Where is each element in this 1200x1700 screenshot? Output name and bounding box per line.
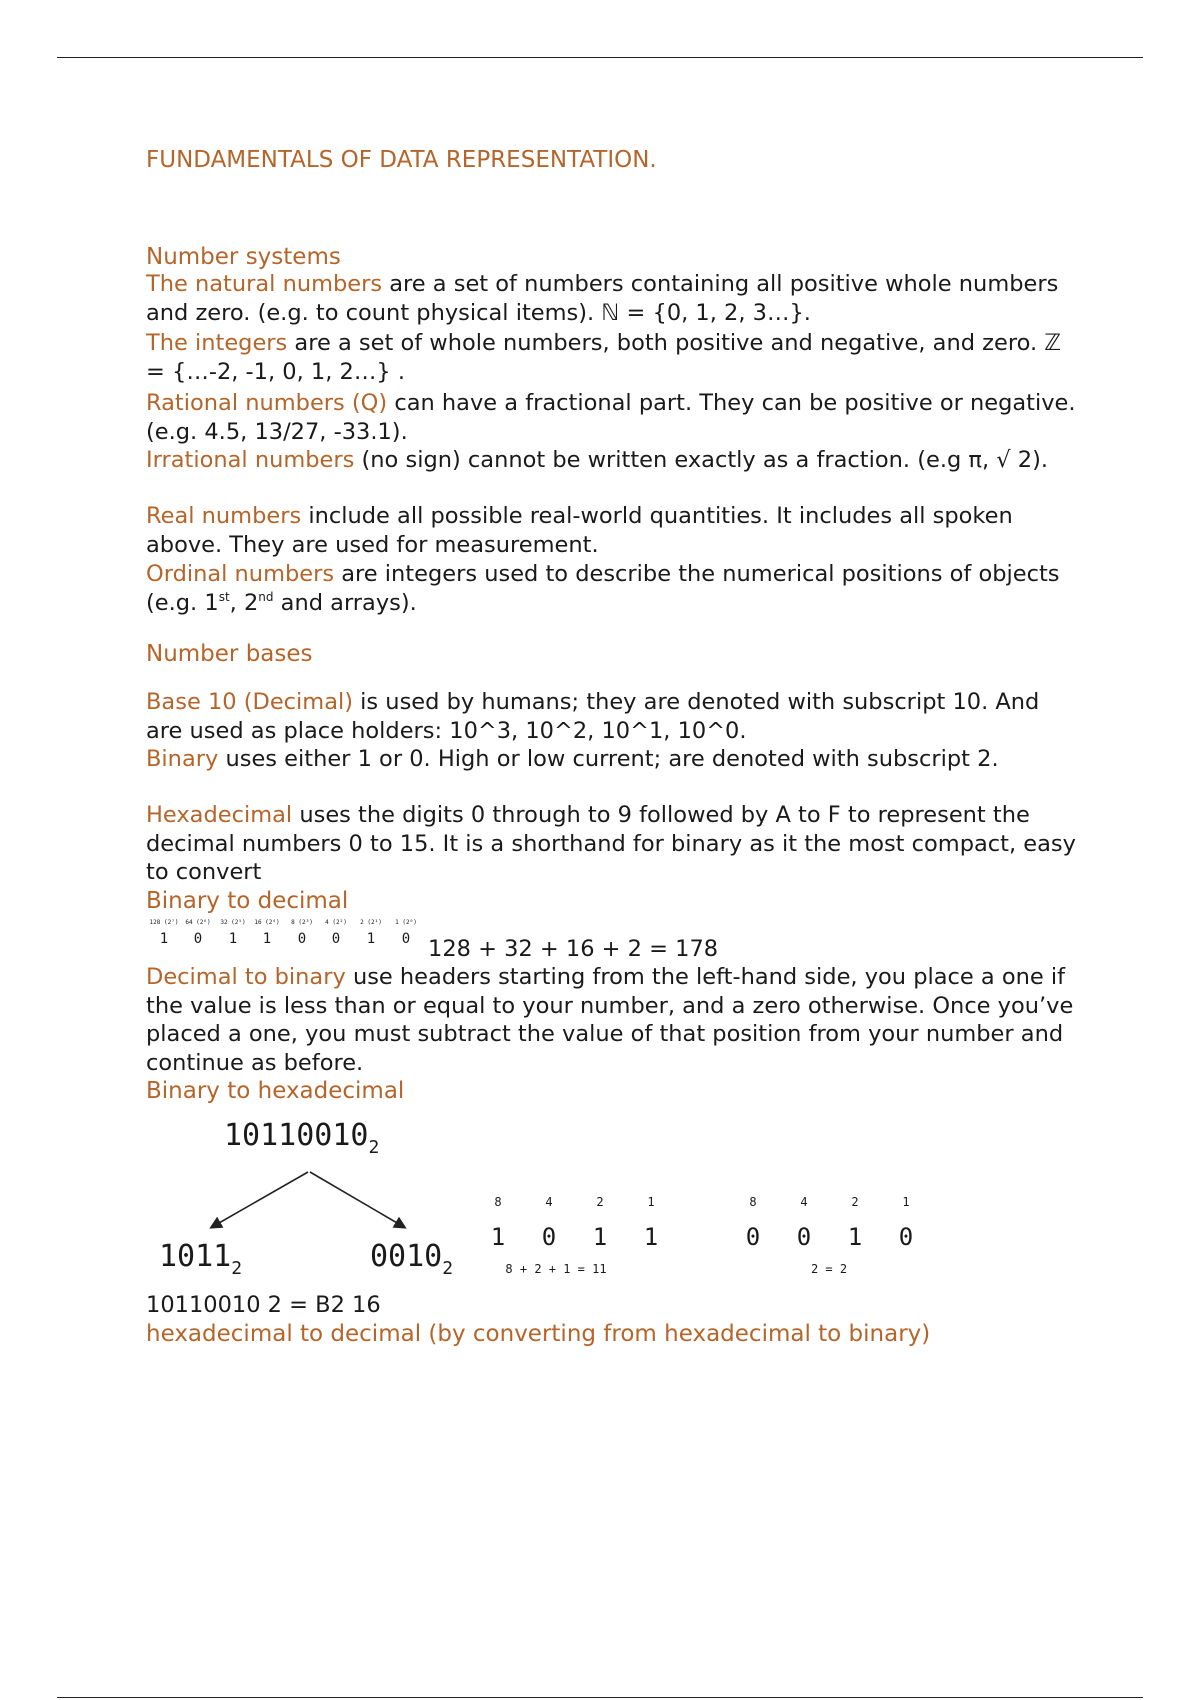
number-bases-heading: Number bases (146, 641, 313, 667)
binary-to-hex-heading: Binary to hexadecimal (146, 1078, 405, 1104)
binary-sum: 128 + 32 + 16 + 2 = 178 (428, 936, 719, 962)
decimal-text: is used by humans; they are denoted with subscript 10. And are used as place holders: 10^3, 10^2, 10^1, 10^0. (146, 689, 1040, 744)
place-label: 8 (2³) (291, 919, 313, 926)
rational-numbers-term: Rational numbers (Q) (146, 390, 388, 416)
nibble-2-bit: 0 (745, 1223, 761, 1251)
real-numbers-term: Real numbers (146, 503, 302, 529)
nibble-1-bit: 1 (643, 1223, 659, 1251)
decimal-paragraph (146, 688, 1076, 745)
place-label: 16 (2⁴) (254, 919, 280, 926)
bit-digit: 0 (297, 931, 307, 947)
irrational-numbers-term: Irrational numbers (146, 447, 355, 473)
hexadecimal-term: Hexadecimal (146, 802, 293, 828)
rational-numbers-text: can have a fractional part. They can be positive or negative. (e.g. 4.5, 13/27, -33.1). (146, 390, 1076, 445)
nibble-1-header: 8 (494, 1195, 502, 1209)
left-arrow (212, 1172, 308, 1227)
nibble-1-header: 2 (596, 1195, 604, 1209)
ordinal-sup-nd: nd (258, 589, 274, 604)
binary-bits (160, 931, 410, 947)
bit-digit: 1 (228, 931, 238, 947)
bit-digit: 0 (401, 931, 411, 947)
nibble-2-header: 1 (902, 1195, 910, 1209)
nibble-2-header: 4 (800, 1195, 808, 1209)
integers-term: The integers (146, 330, 288, 356)
binary-to-hex-result: 10110010 2 = B2 16 (146, 1292, 381, 1318)
ordinal-text-b: , 2 (229, 589, 259, 616)
real-numbers-text: include all possible real-world quantities. It includes all spoken above. They are used for measurement. (146, 503, 1013, 558)
nibble-2-header: 2 (851, 1195, 859, 1209)
rational-numbers-paragraph (146, 389, 1076, 446)
nibble-2-table (746, 1195, 913, 1276)
hex-to-decimal-heading: hexadecimal to decimal (by converting from hexadecimal to binary) (146, 1321, 931, 1347)
hexadecimal-paragraph (146, 801, 1076, 887)
real-numbers-paragraph (146, 502, 1076, 559)
place-label: 32 (2⁵) (220, 919, 246, 926)
top-rule (57, 57, 1143, 58)
place-label: 64 (2⁶) (185, 919, 211, 926)
integers-text: are a set of whole numbers, both positive and negative, and zero. ℤ = {…-2, -1, 0, 1, 2…} . (146, 330, 1062, 385)
decimal-to-binary-term: Decimal to binary (146, 964, 346, 990)
nibble-2-header: 8 (749, 1195, 757, 1209)
nibble-1-bit: 0 (541, 1223, 557, 1251)
irrational-numbers-paragraph (146, 446, 1076, 475)
ordinal-numbers-paragraph (146, 560, 1076, 617)
place-value-labels (150, 919, 417, 926)
decimal-term: Base 10 (Decimal) (146, 689, 354, 715)
left-nibble: $1011_2$ (159, 1239, 243, 1279)
nibble-1-table (491, 1195, 658, 1276)
ordinal-text-a: are integers used to describe the numerical positions of objects (e.g. 1 (146, 561, 1060, 616)
nibble-2-bit: 1 (847, 1223, 863, 1251)
right-arrow (310, 1172, 404, 1227)
document-title: FUNDAMENTALS OF DATA REPRESENTATION. (146, 147, 657, 173)
ordinal-sup-st: st (218, 589, 230, 604)
binary-text: uses either 1 or 0. High or low current; are denoted with subscript 2. (218, 746, 999, 772)
place-label: 2 (2¹) (360, 919, 382, 926)
bottom-rule (57, 1697, 1143, 1698)
place-label: 4 (2²) (325, 919, 347, 926)
ordinal-numbers-term: Ordinal numbers (146, 561, 335, 587)
natural-numbers-paragraph (146, 270, 1076, 327)
binary-to-hex-diagram (146, 1110, 946, 1290)
number-systems-heading: Number systems (146, 244, 341, 270)
nibble-1-sum: 8 + 2 + 1 = 11 (505, 1262, 607, 1276)
irrational-numbers-text: (no sign) cannot be written exactly as a fraction. (e.g π, √ 2). (354, 447, 1049, 473)
nibble-1-header: 4 (545, 1195, 553, 1209)
bit-digit: 0 (331, 931, 341, 947)
nibble-1-bit: 1 (592, 1223, 608, 1251)
hexadecimal-text: uses the digits 0 through to 9 followed by A to F to represent the decimal numbers 0 to 15. It is a shorthand for binary as it the most compact, easy to convert (146, 802, 1076, 885)
place-label: 128 (2⁷) (149, 919, 179, 926)
binary-to-decimal-heading: Binary to decimal (146, 888, 349, 914)
binary-paragraph (146, 745, 1076, 774)
nibble-2-bit: 0 (796, 1223, 812, 1251)
bit-digit: 0 (193, 931, 203, 947)
bit-digit: 1 (366, 931, 376, 947)
decimal-to-binary-text: use headers starting from the left-hand side, you place a one if the value is less than or equal to your number, and a zero otherwise. Once you’ve placed a one, you must subtract the value of that position from your number and continue as before. (146, 964, 1074, 1076)
nibble-1-header: 1 (647, 1195, 655, 1209)
root-binary-number: $10110010_2$ (224, 1118, 380, 1158)
bit-digit: 1 (159, 931, 169, 947)
bit-digit: 1 (262, 931, 272, 947)
integers-paragraph (146, 329, 1076, 386)
nibble-1-bit: 1 (490, 1223, 506, 1251)
binary-place-value-table (146, 915, 436, 961)
nibble-2-sum: 2 = 2 (810, 1262, 848, 1276)
place-label: 1 (2⁰) (395, 919, 417, 926)
natural-numbers-text: are a set of numbers containing all positive whole numbers and zero. (e.g. to count physical items). ℕ = {0, 1, 2, 3…}. (146, 271, 1059, 326)
right-nibble: $0010_2$ (370, 1239, 454, 1279)
nibble-2-bit: 0 (898, 1223, 914, 1251)
natural-numbers-term: The natural numbers (146, 271, 383, 297)
binary-term: Binary (146, 746, 219, 772)
decimal-to-binary-paragraph (146, 963, 1076, 1077)
ordinal-text-c: and arrays). (273, 589, 417, 616)
